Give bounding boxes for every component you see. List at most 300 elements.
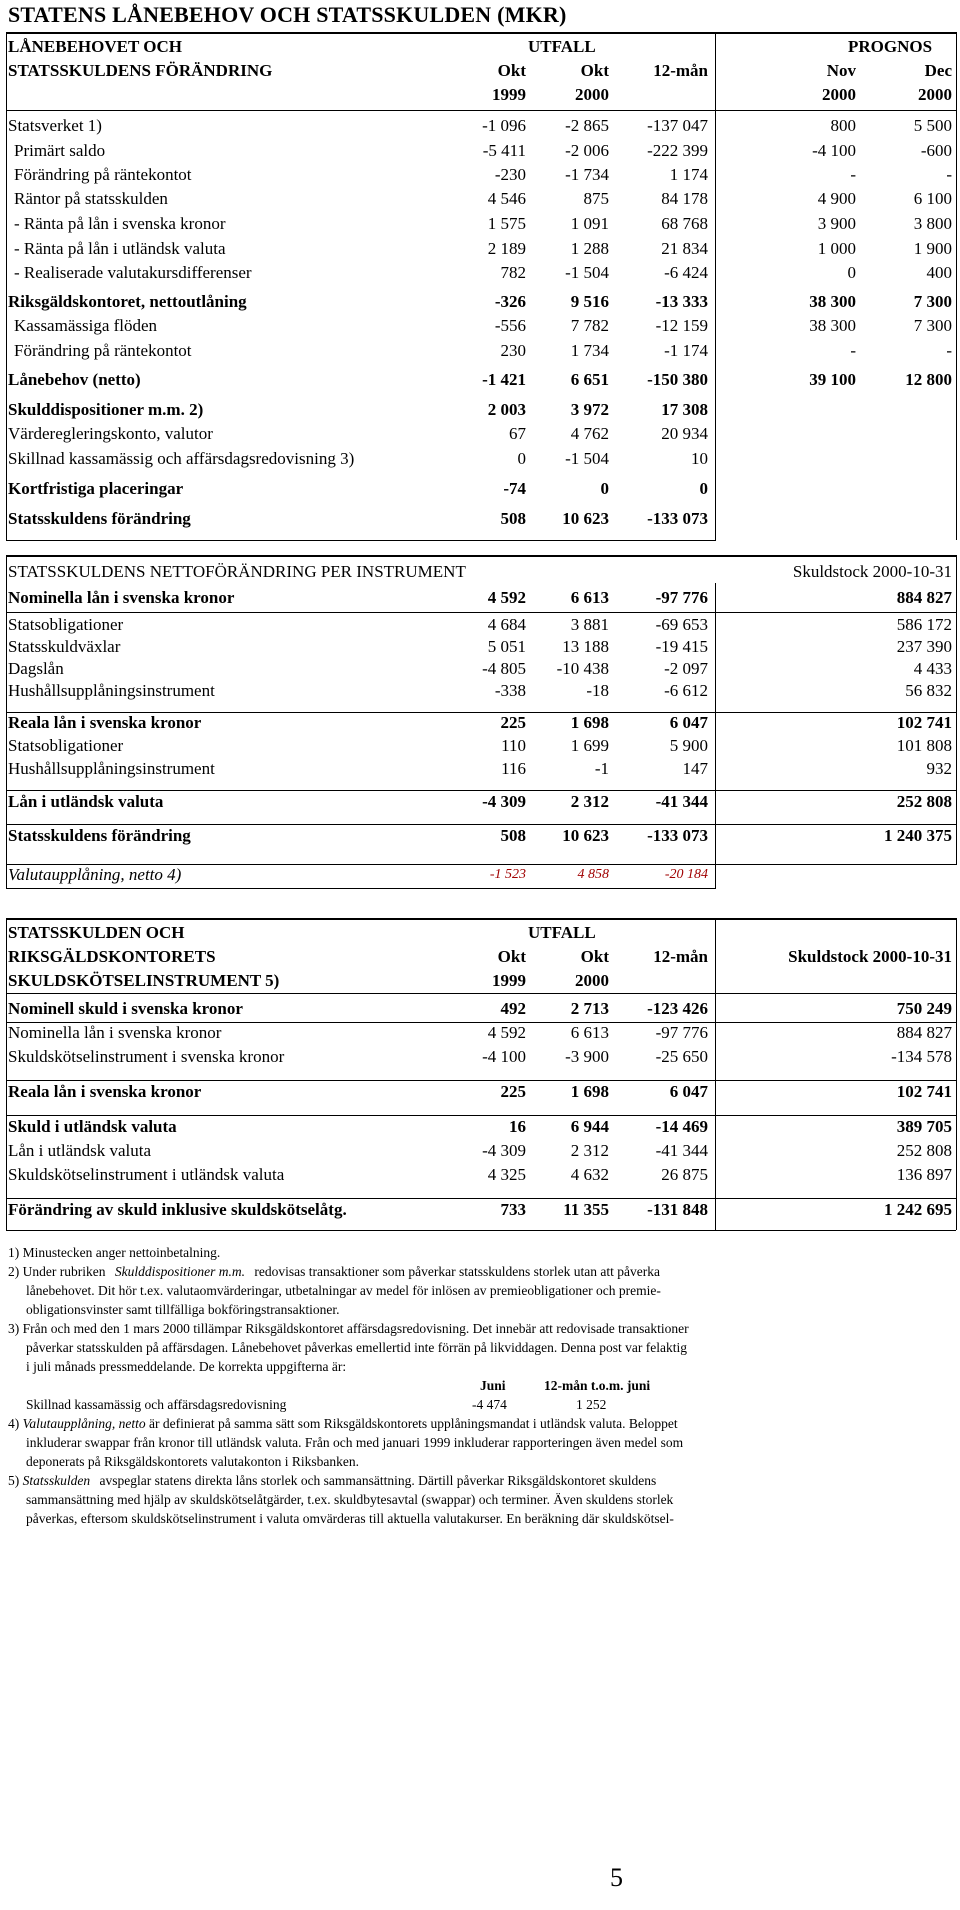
table2-cell: -1 xyxy=(594,759,609,778)
table1-cell: -13 333 xyxy=(655,292,708,311)
note-3-head-12man: 12-mån t.o.m. juni xyxy=(544,1378,651,1393)
table1-cell: -137 047 xyxy=(647,116,708,135)
table1-cell: 12 800 xyxy=(905,370,952,389)
table3-cell: 16 xyxy=(509,1117,526,1136)
table2-cell: 110 xyxy=(501,736,526,755)
table1-prognos: PROGNOS xyxy=(848,37,933,56)
table3-header-rule xyxy=(6,993,956,994)
note-3-line3: i juli månads pressmeddelande. De korrekta uppgifterna är: xyxy=(26,1359,347,1374)
table1-row xyxy=(8,401,956,423)
table2-cell: 5 900 xyxy=(669,736,708,755)
table2-cell: -18 xyxy=(586,681,609,700)
table2-cell: -133 073 xyxy=(647,826,708,845)
table1-row xyxy=(8,166,956,188)
note-3-row-label: Skillnad kassamässig och affärsdagsredovisning xyxy=(26,1397,287,1412)
table1-cell: -1 734 xyxy=(565,165,609,184)
table1-row-label: Värderegleringskonto, valutor xyxy=(8,424,213,443)
table2-cell: 932 xyxy=(926,759,952,778)
table2-row xyxy=(8,793,956,815)
table2-cell: 586 172 xyxy=(896,615,952,634)
table1-cell: -230 xyxy=(494,165,526,184)
table1-cell: -326 xyxy=(494,292,526,311)
table3-row-label: Skuldskötselinstrument i svenska kronor xyxy=(8,1047,285,1066)
table1-row xyxy=(8,264,956,286)
table1-cell: 2 003 xyxy=(487,400,526,419)
table1-col5-line1: Dec xyxy=(924,61,952,80)
table3-cell: 2 312 xyxy=(570,1141,609,1160)
table1-cell: 1 734 xyxy=(570,341,609,360)
note-4-line2: inkluderar swappar från kronor till utländsk valuta. Från och med januari 1999 inkluderar rapporteringen även medel som xyxy=(26,1435,684,1450)
table1-cell: -556 xyxy=(494,316,526,335)
page-number: 5 xyxy=(610,1863,623,1892)
table1-cell: -74 xyxy=(503,479,526,498)
table3-cell: -25 650 xyxy=(655,1047,708,1066)
table3-cell: -97 776 xyxy=(655,1023,708,1042)
table1-cell: 800 xyxy=(830,116,856,135)
table3-cell: -134 578 xyxy=(891,1047,952,1066)
table1-col5-line2: 2000 xyxy=(918,85,952,104)
table1-row-label: Statsverket 1) xyxy=(8,116,102,135)
table1-cell: 0 xyxy=(699,479,708,498)
table2-row xyxy=(8,760,956,782)
table3-row xyxy=(8,1142,956,1164)
table3-cell: -41 344 xyxy=(655,1141,708,1160)
table3-row xyxy=(8,1048,956,1070)
table1-cell: -4 100 xyxy=(812,141,856,160)
table1-row xyxy=(8,510,956,532)
table1-cell: -1 174 xyxy=(664,341,708,360)
table2-right-border xyxy=(956,555,957,865)
table3-cell: 26 875 xyxy=(661,1165,708,1184)
table3-header-row3 xyxy=(8,972,956,994)
table1-row xyxy=(8,480,956,502)
table2-valuta-v1: -1 523 xyxy=(489,867,526,882)
table3-group-rule xyxy=(6,1115,956,1116)
table1-header-rule xyxy=(6,110,956,111)
table2-row xyxy=(8,682,956,704)
table1-right-border xyxy=(956,32,957,540)
table1-cell: -1 421 xyxy=(482,370,526,389)
table2-cell: 102 741 xyxy=(896,713,952,732)
table2-row xyxy=(8,827,956,849)
note-3-line2: påverkar statsskulden på affärsdagen. Lånebehovet påverkas emellertid inte förrän på likviddagen. Denna post var felaktig xyxy=(26,1340,687,1355)
table2-row-label: Hushållsupplåningsinstrument xyxy=(8,759,215,778)
table1-cell: 1 288 xyxy=(570,239,609,258)
table2-row xyxy=(8,616,956,638)
table3-cell: -123 426 xyxy=(647,999,708,1018)
table2-row-label: Reala lån i svenska kronor xyxy=(8,713,202,732)
table1-col2-line2: 2000 xyxy=(575,85,609,104)
table1-cell: 875 xyxy=(583,189,609,208)
table3-cell: 6 613 xyxy=(570,1023,609,1042)
note-4-line1 xyxy=(8,1414,948,1433)
table3-head1: STATSSKULDEN OCH xyxy=(8,923,185,942)
table2-cell: -338 xyxy=(494,681,526,700)
table3-col2b: 2000 xyxy=(575,971,609,990)
table3-col3: 12-mån xyxy=(653,947,708,966)
table2-row xyxy=(8,737,956,759)
table1-cell: 9 516 xyxy=(570,292,609,311)
table1-cell: 7 300 xyxy=(913,292,952,311)
table1-col3-line1: 12-mån xyxy=(653,61,708,80)
table1-cell: 3 900 xyxy=(817,214,856,233)
table3-cell: 1 242 695 xyxy=(884,1200,952,1219)
table1-row-label: Skulddispositioner m.m. 2) xyxy=(8,400,204,419)
table1-cell: - xyxy=(946,341,952,360)
table2-cell: -10 438 xyxy=(556,659,609,678)
table3-cell: 750 249 xyxy=(896,999,952,1018)
table3-group-rule xyxy=(6,1198,956,1199)
table2-left-border xyxy=(6,555,7,888)
table2-cell: -97 776 xyxy=(655,588,708,607)
table2-cell: 884 827 xyxy=(896,588,952,607)
table2-cell: 56 832 xyxy=(905,681,952,700)
table1-cell: -5 411 xyxy=(482,141,526,160)
table3-cell: -131 848 xyxy=(647,1200,708,1219)
table3-row xyxy=(8,1201,956,1223)
note-5-line1 xyxy=(8,1471,948,1490)
table1-row xyxy=(8,425,956,447)
table1-header-row1 xyxy=(8,38,956,60)
table2-cell: 237 390 xyxy=(896,637,952,656)
table1-header-row2 xyxy=(8,62,956,84)
table1-cell: -12 159 xyxy=(655,316,708,335)
note-2b: redovisas transaktioner som påverkar statsskuldens storlek utan att påverka xyxy=(254,1264,660,1279)
table2-cell: -6 612 xyxy=(664,681,708,700)
table2-cell: 13 188 xyxy=(562,637,609,656)
table1-cell: 4 900 xyxy=(817,189,856,208)
table1-row xyxy=(8,215,956,237)
table1-cell: -1 504 xyxy=(565,263,609,282)
table2-row xyxy=(8,660,956,682)
table2-row-label: Statsobligationer xyxy=(8,736,124,755)
table2-top-rule xyxy=(6,555,956,557)
table3-cell: 6 944 xyxy=(570,1117,609,1136)
table1-cell: 38 300 xyxy=(809,316,856,335)
table1-cell: 3 972 xyxy=(570,400,609,419)
note-1: 1) Minustecken anger nettoinbetalning. xyxy=(8,1245,221,1260)
table2-cell: 101 808 xyxy=(896,736,952,755)
page-title: STATENS LÅNEBEHOV OCH STATSSKULDEN (MKR) xyxy=(8,2,567,27)
table3-head3: SKULDSKÖTSELINSTRUMENT 5) xyxy=(8,971,280,990)
table1-row-label: Statsskuldens förändring xyxy=(8,509,191,528)
table3-head2: RIKSGÄLDSKONTORETS xyxy=(8,947,216,966)
table1-cell: 7 300 xyxy=(913,316,952,335)
table2-row-label: Statsobligationer xyxy=(8,615,124,634)
table1-row xyxy=(8,142,956,164)
note-4a: 4) xyxy=(8,1416,20,1431)
table1-cell: -222 399 xyxy=(647,141,708,160)
table2-row-label: Dagslån xyxy=(8,659,64,678)
table1-col2-line1: Okt xyxy=(580,61,609,80)
table2-row-label: Statsskuldens förändring xyxy=(8,826,191,845)
table1-row xyxy=(8,293,956,315)
note-3-row-v1: -4 474 xyxy=(472,1397,507,1412)
table2-cell: -19 415 xyxy=(655,637,708,656)
table3-row xyxy=(8,1000,956,1022)
table3-row xyxy=(8,1024,956,1046)
footnotes xyxy=(8,1243,948,1528)
table1-cell: 1 575 xyxy=(487,214,526,233)
table2-cell: 2 312 xyxy=(570,792,609,811)
table3-cell: 252 808 xyxy=(896,1141,952,1160)
table1-row xyxy=(8,240,956,262)
table1-cell: 5 500 xyxy=(913,116,952,135)
note-2-line2: lånebehovet. Dit hör t.ex. valutaomvärderingar, utbetalningar av medel för inlösen av premieobligationer och premie- xyxy=(26,1283,661,1298)
table1-row xyxy=(8,317,956,339)
table1-row-label: Riksgäldskontoret, nettoutlåning xyxy=(8,292,247,311)
table1-header-row3 xyxy=(8,86,956,108)
table3-header-row2 xyxy=(8,948,956,970)
table1-cell: -1 096 xyxy=(482,116,526,135)
note-4-italic: Valutaupplåning, netto xyxy=(22,1416,146,1431)
table3-cell: 4 325 xyxy=(487,1165,526,1184)
table1-cell: 38 300 xyxy=(809,292,856,311)
note-5-line2: sammansättning med hjälp av skuldskötselåtgärder, t.ex. skuldbytesavtal (swappar) och terminer. Även skuldens storlek xyxy=(26,1492,674,1507)
table1-row-label: Kassamässiga flöden xyxy=(14,316,158,335)
table3-cell: 6 047 xyxy=(669,1082,708,1101)
note-3-table-row xyxy=(8,1395,948,1414)
table1-row-label: - Ränta på lån i utländsk valuta xyxy=(14,239,226,258)
table1-utfall: UTFALL xyxy=(528,37,596,56)
table1-col1-line1: Okt xyxy=(497,61,526,80)
note-5b: avspeglar statens direkta låns storlek och sammansättning. Därtill påverkar Riksgäldskontoret skuldens xyxy=(99,1473,657,1488)
table2-head: STATSSKULDENS NETTOFÖRÄNDRING PER INSTRUMENT xyxy=(8,562,466,581)
table1-cell: 21 834 xyxy=(661,239,708,258)
table1-cell: 3 800 xyxy=(913,214,952,233)
table1-col4-line1: Nov xyxy=(826,61,856,80)
table2-row-label: Hushållsupplåningsinstrument xyxy=(8,681,215,700)
table2-cell: 4 433 xyxy=(913,659,952,678)
table2-cell: 1 698 xyxy=(570,713,609,732)
table1-row xyxy=(8,342,956,364)
table2-cell: 4 684 xyxy=(487,615,526,634)
table1-cell: -1 504 xyxy=(565,449,609,468)
table2-cell: 3 881 xyxy=(570,615,609,634)
table1-cell: 68 768 xyxy=(661,214,708,233)
table1-cell: -2 006 xyxy=(565,141,609,160)
table2-row xyxy=(8,638,956,660)
table3-row-label: Skuldskötselinstrument i utländsk valuta xyxy=(8,1165,285,1184)
note-4b: är definierat på samma sätt som Riksgäldskontorets upplåningsmandat i utländsk valuta. Beloppet xyxy=(149,1416,678,1431)
table3-row-label: Nominell skuld i svenska kronor xyxy=(8,999,243,1018)
table2-cell: 508 xyxy=(500,826,526,845)
table1-cell: 10 xyxy=(691,449,708,468)
table2-row xyxy=(8,589,956,611)
table1-row-label: Skillnad kassamässig och affärsdagsredovisning 3) xyxy=(8,449,355,468)
table3-col4: Skuldstock 2000-10-31 xyxy=(788,947,952,966)
table1-cell: 17 308 xyxy=(661,400,708,419)
table2-stock-head: Skuldstock 2000-10-31 xyxy=(792,562,952,581)
table3-cell: 2 713 xyxy=(570,999,609,1018)
table2-cell: 6 613 xyxy=(570,588,609,607)
table1-cell: 6 100 xyxy=(913,189,952,208)
table1-cell: 4 546 xyxy=(487,189,526,208)
table2-valuta-v2: 4 858 xyxy=(577,867,609,882)
note-3-head-juni: Juni xyxy=(480,1378,506,1393)
table2-valuta-rule xyxy=(6,864,956,865)
table1-head1: LÅNEBEHOVET OCH xyxy=(8,37,182,56)
table1-left-border xyxy=(6,32,7,540)
table1-cell: 400 xyxy=(926,263,952,282)
table3-cell: -3 900 xyxy=(565,1047,609,1066)
table2-bottom-rule xyxy=(6,888,716,889)
table1-cell: -133 073 xyxy=(647,509,708,528)
table1-cell: - xyxy=(850,341,856,360)
table1-row-label: - Ränta på lån i svenska kronor xyxy=(14,214,226,233)
table1-col4-line2: 2000 xyxy=(822,85,856,104)
table1-cell: -6 424 xyxy=(664,263,708,282)
table2-cell: 147 xyxy=(682,759,708,778)
table2-cell: -4 805 xyxy=(482,659,526,678)
note-5a: 5) xyxy=(8,1473,20,1488)
table3-row xyxy=(8,1118,956,1140)
table3-col1: Okt xyxy=(497,947,526,966)
table3-row-label: Reala lån i svenska kronor xyxy=(8,1082,202,1101)
table1-cell: 0 xyxy=(517,449,526,468)
table1-cell: 508 xyxy=(500,509,526,528)
note-5-line3: påverkas, eftersom skuldskötselinstrument i valuta omvärderas till aktuella valutakurser. En beräkning där skuldskötsel- xyxy=(26,1511,674,1526)
table3-bottom-rule xyxy=(6,1230,956,1231)
table1-cell: 10 623 xyxy=(562,509,609,528)
table3-cell: 136 897 xyxy=(896,1165,952,1184)
table2-row-label: Lån i utländsk valuta xyxy=(8,792,164,811)
table2-cell: 6 047 xyxy=(669,713,708,732)
table1-cell: -150 380 xyxy=(647,370,708,389)
note-3-line1: 3) Från och med den 1 mars 2000 tillämpar Riksgäldskontoret affärsdagsredovisning. Det innebär att redovisade transaktioner xyxy=(8,1321,689,1336)
table3-cell: 1 698 xyxy=(570,1082,609,1101)
table2-group-rule xyxy=(6,612,956,613)
table3-group-rule xyxy=(6,1022,956,1023)
table2-cell: 252 808 xyxy=(896,792,952,811)
table2-valuta-label: Valutaupplåning, netto 4) xyxy=(8,865,182,884)
table1-head2: STATSSKULDENS FÖRÄNDRING xyxy=(8,61,273,80)
table2-divider xyxy=(715,583,716,888)
table3-cell: 733 xyxy=(500,1200,526,1219)
table1-cell: 230 xyxy=(500,341,526,360)
table1-bottom-rule xyxy=(6,540,716,541)
table1-cell: 4 762 xyxy=(570,424,609,443)
table2-cell: -2 097 xyxy=(664,659,708,678)
table1-row xyxy=(8,371,956,393)
note-3-table-head xyxy=(8,1376,948,1395)
table1-cell: 1 000 xyxy=(817,239,856,258)
table1-row-label: Förändring på räntekontot xyxy=(14,165,192,184)
table3-cell: 4 592 xyxy=(487,1023,526,1042)
table2-group-rule xyxy=(6,824,956,825)
table1-top-rule xyxy=(6,32,956,34)
table1-cell: 67 xyxy=(509,424,526,443)
table3-cell: 884 827 xyxy=(896,1023,952,1042)
table3-row-label: Nominella lån i svenska kronor xyxy=(8,1023,222,1042)
table1-row-label: Primärt saldo xyxy=(14,141,106,160)
table1-row-label: Kortfristiga placeringar xyxy=(8,479,184,498)
table2-group-rule xyxy=(6,712,956,713)
table1-cell: 1 900 xyxy=(913,239,952,258)
table1-row-label: Räntor på statsskulden xyxy=(14,189,168,208)
table2-row xyxy=(8,714,956,736)
note-3-row-v2: 1 252 xyxy=(576,1397,607,1412)
table1-cell: 84 178 xyxy=(661,189,708,208)
note-2-line1 xyxy=(8,1262,948,1281)
table3-header-row1 xyxy=(8,924,956,946)
note-2a: 2) Under rubriken xyxy=(8,1264,106,1279)
table2-cell: 116 xyxy=(501,759,526,778)
table1-cell: 0 xyxy=(847,263,856,282)
table1-cell: - xyxy=(850,165,856,184)
table1-cell: - xyxy=(946,165,952,184)
table2-cell: -69 653 xyxy=(655,615,708,634)
table1-cell: -2 865 xyxy=(565,116,609,135)
table3-right-border xyxy=(956,918,957,1230)
table1-cell: 7 782 xyxy=(570,316,609,335)
table2-group-rule xyxy=(6,790,956,791)
table1-cell: -600 xyxy=(920,141,952,160)
table1-col1-line2: 1999 xyxy=(492,85,526,104)
table2-cell: 4 592 xyxy=(487,588,526,607)
table3-row xyxy=(8,1083,956,1105)
table3-utfall: UTFALL xyxy=(528,923,596,942)
table1-row xyxy=(8,450,956,472)
table1-cell: 0 xyxy=(600,479,609,498)
table3-row-label: Skuld i utländsk valuta xyxy=(8,1117,177,1136)
table3-cell: 102 741 xyxy=(896,1082,952,1101)
table2-cell: -41 344 xyxy=(655,792,708,811)
table2-valuta-row xyxy=(8,866,956,888)
table3-cell: 225 xyxy=(500,1082,526,1101)
note-4-line3: deponerats på Riksgäldskontorets valutakonton i Riksbanken. xyxy=(26,1454,359,1469)
table3-cell: 389 705 xyxy=(896,1117,952,1136)
table1-cell: 782 xyxy=(500,263,526,282)
table1-row xyxy=(8,117,956,139)
table2-valuta-v3: -20 184 xyxy=(664,867,708,882)
table2-cell: 5 051 xyxy=(487,637,526,656)
table2-row-label: Statsskuldväxlar xyxy=(8,637,121,656)
table3-row-label: Lån i utländsk valuta xyxy=(8,1141,152,1160)
table3-col1b: 1999 xyxy=(492,971,526,990)
table1-cell: 1 091 xyxy=(570,214,609,233)
note-2-italic: Skulddispositioner m.m. xyxy=(114,1264,245,1279)
table3-top-rule xyxy=(6,918,956,920)
table3-col2: Okt xyxy=(580,947,609,966)
note-2-line3: obligationsvinster samt tillfälliga bokföringstransaktioner. xyxy=(26,1302,340,1317)
table2-header-row xyxy=(8,563,956,585)
table2-row-label: Nominella lån i svenska kronor xyxy=(8,588,235,607)
table3-cell: -14 469 xyxy=(655,1117,708,1136)
table3-left-border xyxy=(6,918,7,1230)
table1-cell: 2 189 xyxy=(487,239,526,258)
table1-row-label: - Realiserade valutakursdifferenser xyxy=(14,263,252,282)
table3-cell: 4 632 xyxy=(570,1165,609,1184)
table2-cell: 1 240 375 xyxy=(884,826,952,845)
note-5-italic: Statsskulden xyxy=(22,1473,91,1488)
table1-cell: 1 174 xyxy=(669,165,708,184)
table2-cell: 225 xyxy=(500,713,526,732)
table1-row-label: Lånebehov (netto) xyxy=(8,370,141,389)
table2-cell: 10 623 xyxy=(562,826,609,845)
table2-cell: 1 699 xyxy=(570,736,609,755)
table3-cell: -4 309 xyxy=(482,1141,526,1160)
table1-cell: 6 651 xyxy=(570,370,609,389)
table3-cell: -4 100 xyxy=(482,1047,526,1066)
table1-cell: 39 100 xyxy=(809,370,856,389)
table1-row-label: Förändring på räntekontot xyxy=(14,341,192,360)
table3-row-label: Förändring av skuld inklusive skuldskötselåtg. xyxy=(8,1200,347,1219)
table3-cell: 492 xyxy=(500,999,526,1018)
table3-group-rule xyxy=(6,1080,956,1081)
table3-cell: 11 355 xyxy=(563,1200,609,1219)
table2-cell: -4 309 xyxy=(482,792,526,811)
